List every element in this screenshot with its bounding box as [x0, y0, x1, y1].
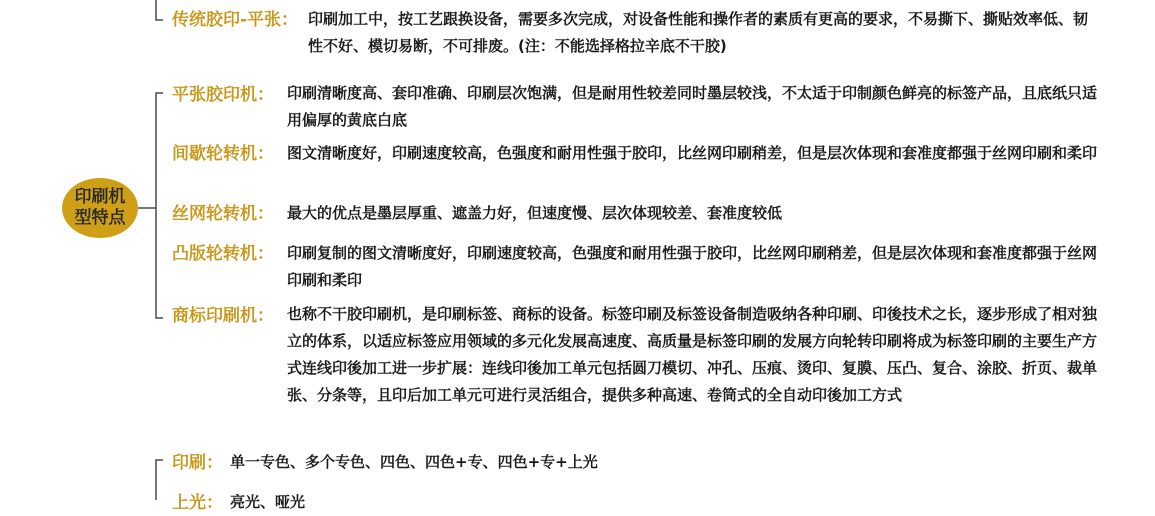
item-label-label-press: 商标印刷机： [172, 306, 274, 326]
center-node-label: 印刷机型特点 [74, 187, 126, 228]
item-desc-intermittent-rotary: 图文清晰度好，印刷速度较高，色强度和耐用性强于胶印，比丝网印刷稍差，但是层次体现和套准度都强于丝网印刷和柔印 [287, 144, 1098, 162]
item-desc-screen-rotary: 最大的优点是墨层厚重、遮盖力好，但速度慢、层次体现较差、套准度较低 [287, 204, 783, 222]
item-label-printing: 印刷： [172, 453, 223, 473]
item-label-intermittent-rotary: 间歇轮转机： [172, 144, 274, 164]
item-desc-offset-sheet: 印刷加工中，按工艺跟换设备，需要多次完成，对设备性能和操作者的素质有更高的要求，不易撕下、撕贴效率低、韧性不好、模切易断，不可排废。(注：不能选择格拉辛底不干胶) [308, 10, 1089, 55]
item-label-varnish: 上光： [172, 493, 223, 513]
item-desc-printing: 单一专色、多个专色、四色、四色+专、四色+专+上光 [230, 453, 598, 471]
item-label-letterpress-rotary: 凸版轮转机： [172, 244, 274, 264]
item-desc-varnish: 亮光、哑光 [230, 493, 306, 511]
item-label-offset-sheet: 传统胶印-平张： [172, 10, 299, 30]
item-desc-label-press: 也称不干胶印刷机，是印刷标签、商标的设备。标签印刷及标签设备制造吸纳各种印刷、印後技术之长，逐步形成了相对独立的体系，以适应标签应用领域的多元化发展高速度、高质量是标签印刷的发展方向轮转印刷将成为标签印刷的主要生产方式连线印後加工进一步扩展：连线印後加工单元包括圆刀模切、冲孔、压痕、烫印、复膜、压凸、复合、涂胶、折页、裁单张、分条等，且印后加工单元可进行灵活组合，提供多种高速、卷筒式的全自动印後加工方式 [287, 305, 1098, 404]
item-desc-sheet-offset-press: 印刷清晰度高、套印准确、印刷层次饱满，但是耐用性较差同时墨层较浅，不太适于印制颜色鲜亮的标签产品，且底纸只适用偏厚的黄底白底 [287, 84, 1098, 129]
item-label-screen-rotary: 丝网轮转机： [172, 204, 274, 224]
center-node [62, 178, 138, 238]
item-label-sheet-offset-press: 平张胶印机： [172, 85, 274, 105]
item-desc-letterpress-rotary: 印刷复制的图文清晰度好，印刷速度较高，色强度和耐用性强于胶印，比丝网印刷稍差，但是层次体现和套准度都强于丝网印刷和柔印 [287, 244, 1098, 289]
